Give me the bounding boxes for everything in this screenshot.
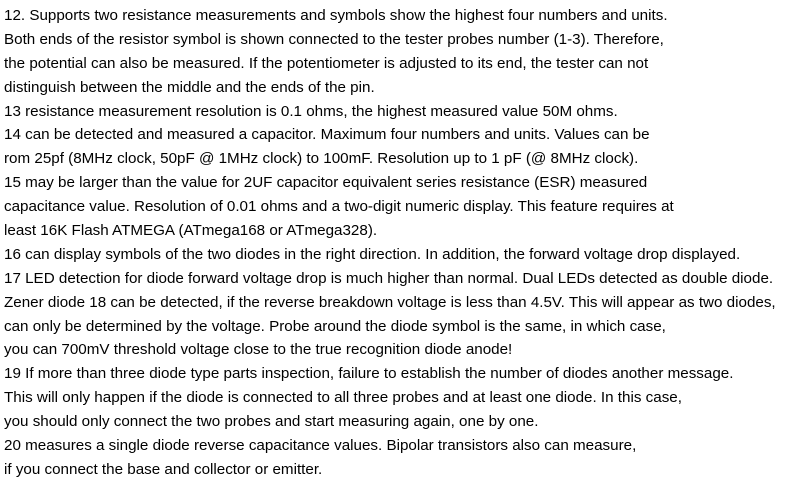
text-line: 19 If more than three diode type parts inspection, failure to establish the number of diodes another message. — [4, 365, 734, 383]
text-line: if you connect the base and collector or emitter. — [4, 460, 323, 478]
text-line: 20 measures a single diode reverse capacitance values. Bipolar transistors also can measure, — [4, 437, 637, 455]
text-line: 14 can be detected and measured a capacitor. Maximum four numbers and units. Values can be — [4, 126, 650, 144]
text-line: This will only happen if the diode is connected to all three probes and at least one diode. In this case, — [4, 389, 682, 407]
text-line: you can 700mV threshold voltage close to the true recognition diode anode! — [4, 341, 513, 359]
text-line: Zener diode 18 can be detected, if the reverse breakdown voltage is less than 4.5V. This will appear as two diodes, — [4, 293, 776, 311]
text-line: the potential can also be measured. If the potentiometer is adjusted to its end, the tester can not — [4, 54, 649, 72]
text-line: Both ends of the resistor symbol is shown connected to the tester probes number (1-3). Therefore, — [4, 30, 664, 48]
text-line: least 16K Flash ATMEGA (ATmega168 or ATmega328). — [4, 222, 378, 240]
text-line: you should only connect the two probes and start measuring again, one by one. — [4, 413, 539, 431]
text-line: rom 25pf (8MHz clock, 50pF @ 1MHz clock) to 100mF. Resolution up to 1 pF (@ 8MHz clock). — [4, 150, 639, 168]
document-text-block — [4, 4, 799, 482]
text-line: distinguish between the middle and the ends of the pin. — [4, 78, 375, 96]
text-line: 15 may be larger than the value for 2UF capacitor equivalent series resistance (ESR) measured — [4, 174, 648, 192]
text-line: 17 LED detection for diode forward voltage drop is much higher than normal. Dual LEDs detected as double diode. — [4, 269, 774, 287]
text-line: capacitance value. Resolution of 0.01 ohms and a two-digit numeric display. This feature requires at — [4, 198, 674, 216]
text-line: 13 resistance measurement resolution is 0.1 ohms, the highest measured value 50M ohms. — [4, 102, 618, 120]
text-line: can only be determined by the voltage. Probe around the diode symbol is the same, in which case, — [4, 317, 666, 335]
text-line: 12. Supports two resistance measurements and symbols show the highest four numbers and units. — [4, 7, 668, 24]
text-line: 16 can display symbols of the two diodes in the right direction. In addition, the forward voltage drop displayed. — [4, 245, 741, 263]
